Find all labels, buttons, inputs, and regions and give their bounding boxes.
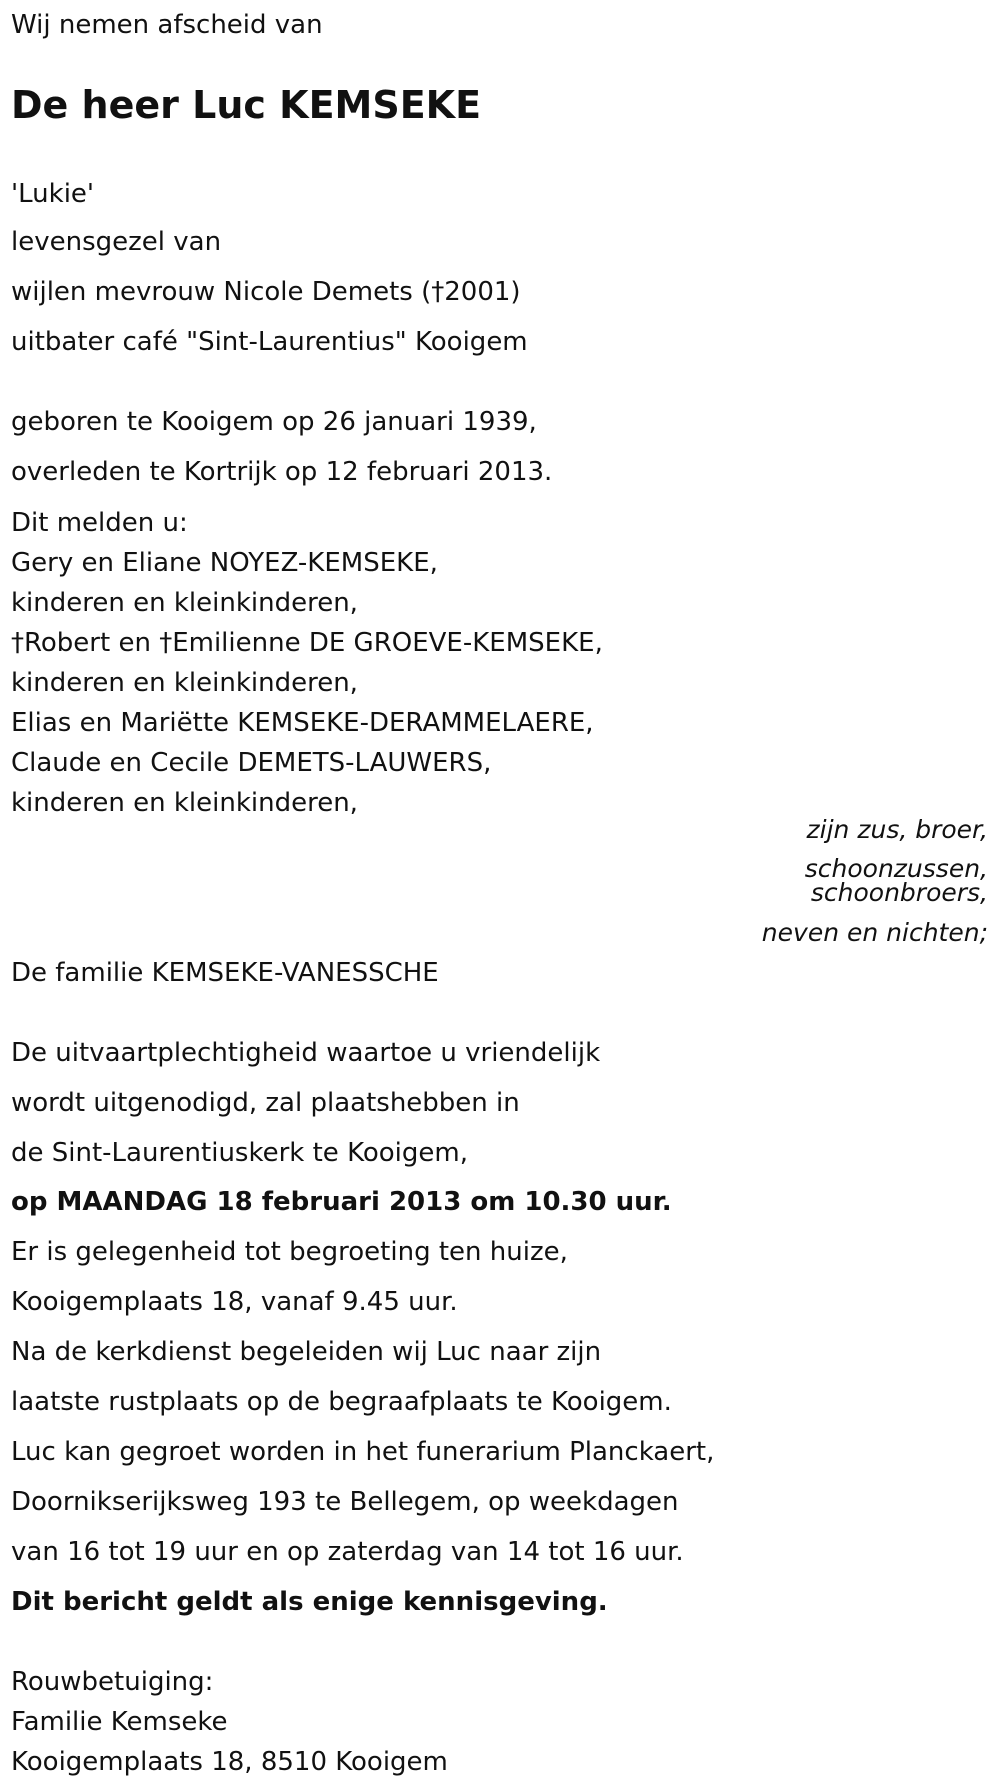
- announcer-line: †Robert en †Emilienne DE GROEVE-KEMSEKE,: [11, 628, 603, 658]
- announcer-line: Gery en Eliane NOYEZ-KEMSEKE,: [11, 548, 438, 578]
- details-line: Na de kerkdienst begeleiden wij Luc naar zijn: [11, 1337, 602, 1367]
- announcers-intro: Dit melden u:: [11, 508, 188, 538]
- relationship-note: schoonzussen,: [804, 854, 988, 883]
- announcer-line: kinderen en kleinkinderen,: [11, 588, 358, 618]
- relationship-note: zijn zus, broer,: [806, 815, 988, 844]
- notice-line: Dit bericht geldt als enige kennisgeving.: [11, 1587, 608, 1617]
- ceremony-line: wordt uitgenodigd, zal plaatshebben in: [11, 1088, 520, 1118]
- condolences-line: Familie Kemseke: [11, 1707, 228, 1737]
- condolences-label: Rouwbetuiging:: [11, 1667, 214, 1697]
- relation-line: levensgezel van: [11, 227, 222, 257]
- details-line: laatste rustplaats op de begraafplaats te Kooigem.: [11, 1387, 672, 1417]
- ceremony-line: de Sint-Laurentiuskerk te Kooigem,: [11, 1138, 468, 1168]
- details-line: Doornikserijksweg 193 te Bellegem, op weekdagen: [11, 1487, 679, 1517]
- details-line: Er is gelegenheid tot begroeting ten huize,: [11, 1237, 568, 1267]
- announcer-line: Claude en Cecile DEMETS-LAUWERS,: [11, 748, 492, 778]
- announcer-line: Elias en Mariëtte KEMSEKE-DERAMMELAERE,: [11, 708, 594, 738]
- condolences-line: Kooigemplaats 18, 8510 Kooigem: [11, 1747, 448, 1777]
- relation-line: uitbater café "Sint-Laurentius" Kooigem: [11, 327, 528, 357]
- relation-line: wijlen mevrouw Nicole Demets (†2001): [11, 277, 521, 307]
- announcer-line: kinderen en kleinkinderen,: [11, 668, 358, 698]
- details-line: Luc kan gegroet worden in het funerarium Planckaert,: [11, 1437, 715, 1467]
- ceremony-line: De uitvaartplechtigheid waartoe u vriendelijk: [11, 1038, 601, 1068]
- details-line: Kooigemplaats 18, vanaf 9.45 uur.: [11, 1287, 458, 1317]
- relationship-note: neven en nichten;: [761, 918, 988, 947]
- family-line: De familie KEMSEKE-VANESSCHE: [11, 958, 439, 988]
- obituary-intro: Wij nemen afscheid van: [11, 10, 323, 40]
- death-line: overleden te Kortrijk op 12 februari 2013.: [11, 457, 553, 487]
- deceased-name: De heer Luc KEMSEKE: [11, 83, 482, 127]
- relationship-note: schoonbroers,: [810, 878, 988, 907]
- birth-line: geboren te Kooigem op 26 januari 1939,: [11, 407, 537, 437]
- details-line: van 16 tot 19 uur en op zaterdag van 14 tot 16 uur.: [11, 1537, 684, 1567]
- nickname: 'Lukie': [11, 179, 95, 209]
- ceremony-date: op MAANDAG 18 februari 2013 om 10.30 uur.: [11, 1187, 672, 1217]
- announcer-line: kinderen en kleinkinderen,: [11, 788, 358, 818]
